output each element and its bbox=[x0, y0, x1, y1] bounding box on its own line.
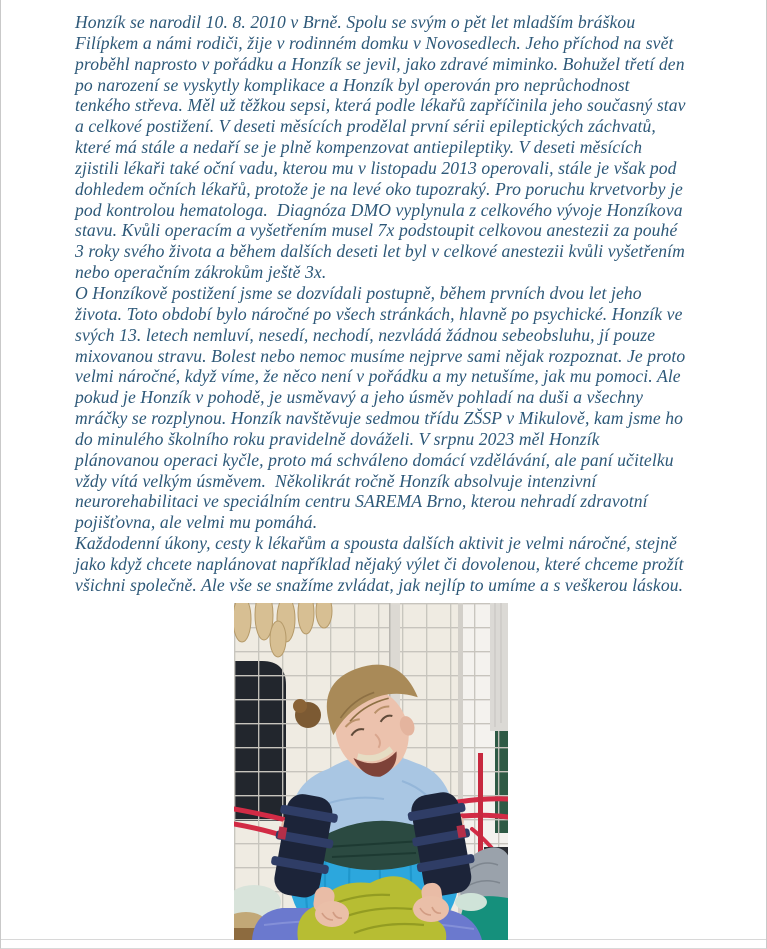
text-line: 3 roky svého života a během dalších deseti let byl v celkové anestezii kvůli vyšetřením bbox=[75, 241, 685, 262]
text-line: dohledem očních lékařů, protože je na levé oko tupozraký. Pro poruchu krvetvorby je bbox=[75, 178, 683, 199]
text-line: života. Toto období bylo náročné po všech stránkách, hlavně po psychické. Honzík ve bbox=[75, 303, 683, 324]
text-line: O Honzíkově postižení jsme se dozvídali postupně, během prvních dvou let jeho bbox=[75, 282, 642, 303]
text-line: svých 13. letech nemluví, nesedí, nechodí, nezvládá žádnou sebeobsluhu, jí pouze bbox=[75, 324, 656, 345]
text-line: neurorehabilitaci ve speciálním centru SAREMA Brno, kterou nehradí zdravotní bbox=[75, 491, 648, 512]
article-text bbox=[75, 12, 753, 596]
text-line: které má stále a nedaří se je plně kompenzovat antiepileptiky. V deseti měsících bbox=[75, 137, 643, 158]
red-pole bbox=[478, 753, 483, 867]
text-line: všichni společně. Ale vše se snažíme zvládat, jak nejlíp to umíme a s veškerou láskou. bbox=[75, 574, 684, 595]
text-line: tenkého střeva. Měl už těžkou sepsi, která podle lékařů zapříčinila jeho současný stav bbox=[75, 95, 686, 116]
text-line: zjistili lékaři také oční vadu, kterou mu v listopadu 2013 operovali, stále je však pod bbox=[75, 157, 677, 178]
text-line: stavu. Kvůli operacím a vyšetřením musel 7x podstoupit celkovou anestezii za pouhé bbox=[75, 220, 678, 241]
text-line: vždy vítá velkým úsměvem. Několikrát ročně Honzík absolvuje intenzivní bbox=[75, 470, 597, 491]
text-line: a celkové postižení. V deseti měsících prodělal první sérii epileptických záchvatů, bbox=[75, 116, 656, 137]
text-line: mráčky se rozplynou. Honzík navštěvuje sedmou třídu ZŠSP v Mikulově, kam jsme ho bbox=[75, 408, 684, 429]
text-line: Filípkem a námi rodiči, žije v rodinném domku v Novosedlech. Jeho příchod na svět bbox=[75, 32, 674, 53]
text-line: plánovanou operaci kyčle, proto má schváleno domácí vzdělávání, ale paní učitelku bbox=[75, 449, 674, 470]
text-line: Každodenní úkony, cesty k lékařům a spousta dalších aktivit je velmi náročné, stejně bbox=[75, 533, 677, 554]
text-line: do minulého školního roku pravidelně dováželi. V srpnu 2023 měl Honzík bbox=[75, 428, 600, 449]
rehabilitation-photo-illustration bbox=[234, 603, 508, 940]
text-line: mixovanou stravu. Bolest nebo nemoc musíme nejprve sami nějak rozpoznat. Je proto bbox=[75, 345, 686, 366]
text-line: po narození se vyskytly komplikace a Honzík byl operován pro neprůchodnost bbox=[75, 74, 630, 95]
text-line: pod kontrolou hematologa. Diagnóza DMO vyplynula z celkového vývoje Honzíkova bbox=[75, 199, 683, 220]
text-line: velmi náročné, když víme, že něco není v pořádku a my netušíme, jak mu pomoci. Ale bbox=[75, 366, 681, 387]
text-line: nebo operačním zákrokům ještě 3x. bbox=[75, 262, 327, 283]
text-line: pojišťovna, ale velmi mu pomáhá. bbox=[75, 512, 318, 533]
text-line: proběhl naprosto v pořádku a Honzík se jevil, jako zdravé miminko. Bohužel třetí den bbox=[75, 53, 685, 74]
text-line: pokud je Honzík v pohodě, je usměvavý a jeho úsměv pohladí na duši a všechny bbox=[75, 387, 644, 408]
text-line: jako když chcete naplánovat například nějaký výlet či dovolenou, které chceme prožít bbox=[75, 553, 684, 574]
text-line: Honzík se narodil 10. 8. 2010 v Brně. Spolu se svým o pět let mladším bráškou bbox=[75, 12, 636, 32]
rehabilitation-photo bbox=[234, 603, 508, 940]
